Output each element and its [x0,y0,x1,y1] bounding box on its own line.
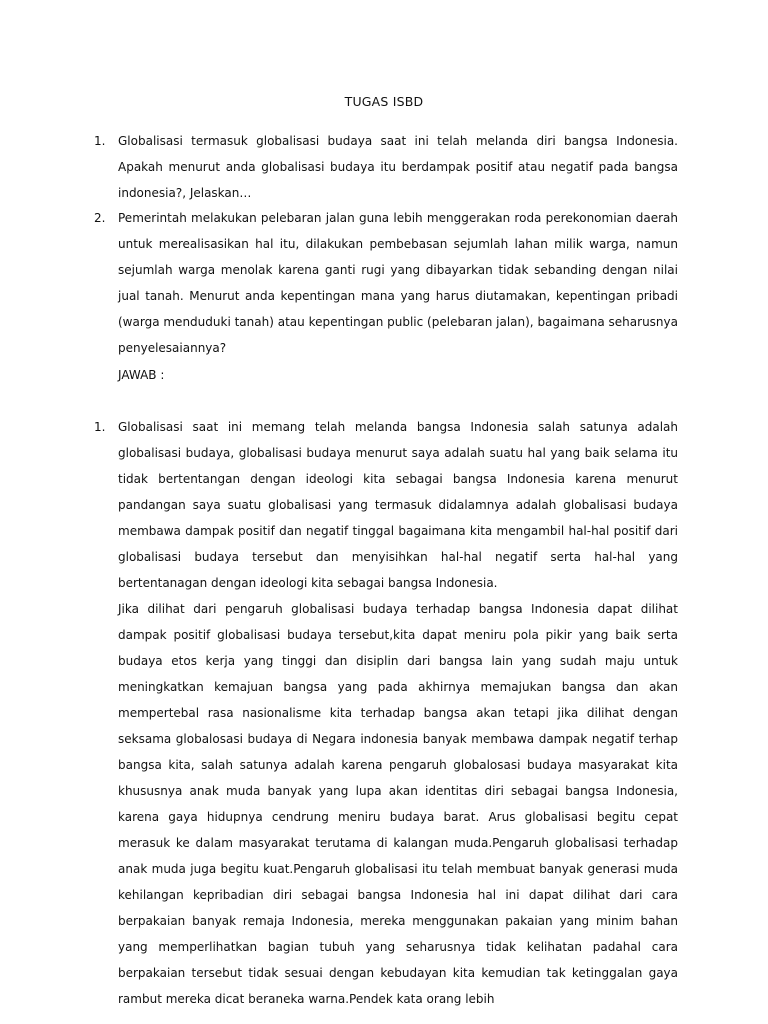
question-1-text: Globalisasi termasuk globalisasi budaya saat ini telah melanda diri bangsa Indonesia. Apakah menurut anda globalisasi budaya itu berdampak positif atau negatif pada bangsa indonesia?, Jelaskan… [118,134,678,200]
answer-1 [94,414,678,1012]
answer-1-paragraph-2: Jika dilihat dari pengaruh globalisasi budaya terhadap bangsa Indonesia dapat dilihat dampak positif globalisasi budaya tersebut,kita dapat meniru pola pikir yang baik serta budaya etos kerja yang tinggi dan disiplin dari bangsa lain yang sudah maju untuk meningkatkan kemajuan bangsa yang pada akhirnya memajukan bangsa dan akan mempertebal rasa nasionalisme kita terhadap bangsa akan tetapi jika dilihat dengan seksama globalosasi budaya di Negara indonesia banyak membawa dampak negatif terhap bangsa kita, salah satunya adalah karena pengaruh globalosasi budaya masyarakat kita khususnya anak muda banyak yang lupa akan identitas diri sebagai bangsa Indonesia, karena gaya hidupnya cendrung meniru budaya barat. Arus globalisasi begitu cepat merasuk ke dalam masyarakat terutama di kalangan muda.Pengaruh globalisasi terhadap anak muda juga begitu kuat.Pengaruh globalisasi itu telah membuat banyak generasi muda kehilangan kepribadian diri sebagai bangsa Indonesia hal ini dapat dilihat dari cara berpakaian banyak remaja Indonesia, mereka menggunakan pakaian yang minim bahan yang memperlihatkan bagian tubuh yang seharusnya tidak kelihatan padahal cara berpakaian tersebut tidak sesuai dengan kebudayan kita kemudian tak ketinggalan gaya rambut mereka dicat beraneka warna.Pendek kata orang lebih [118,602,678,1006]
question-1-number: 1. [94,134,106,148]
answer-1-number: 1. [94,420,106,434]
document-title: TUGAS ISBD [344,94,424,109]
answer-1-paragraph-1: Globalisasi saat ini memang telah melanda bangsa Indonesia salah satunya adalah globalisasi budaya, globalisasi budaya menurut saya adalah suatu hal yang baik selama itu tidak bertentangan dengan ideologi kita sebagai bangsa Indonesia karena menurut pandangan saya suatu globalisasi yang termasuk didalamnya adalah globalisasi budaya membawa dampak positif dan negatif tinggal bagaimana kita mengambil hal-hal positif dari globalisasi budaya tersebut dan menyisihkan hal-hal negatif serta hal-hal yang bertentanagan dengan ideologi kita sebagai bangsa Indonesia. [118,420,678,590]
answer-1-body [118,414,678,1012]
question-2-number: 2. [94,211,106,225]
answer-heading: JAWAB : [118,368,165,382]
question-2-text: Pemerintah melakukan pelebaran jalan guna lebih menggerakan roda perekonomian daerah untuk merealisasikan hal itu, dilakukan pembebasan sejumlah lahan milik warga, namun sejumlah warga menolak karena ganti rugi yang dibayarkan tidak sebanding dengan nilai jual tanah. Menurut anda kepentingan mana yang harus diutamakan, kepentingan pribadi (warga menduduki tanah) atau kepentingan public (pelebaran jalan), bagaimana seharusnya penyelesaiannya? [118,211,678,355]
question-2 [94,205,678,361]
question-1 [94,128,678,206]
